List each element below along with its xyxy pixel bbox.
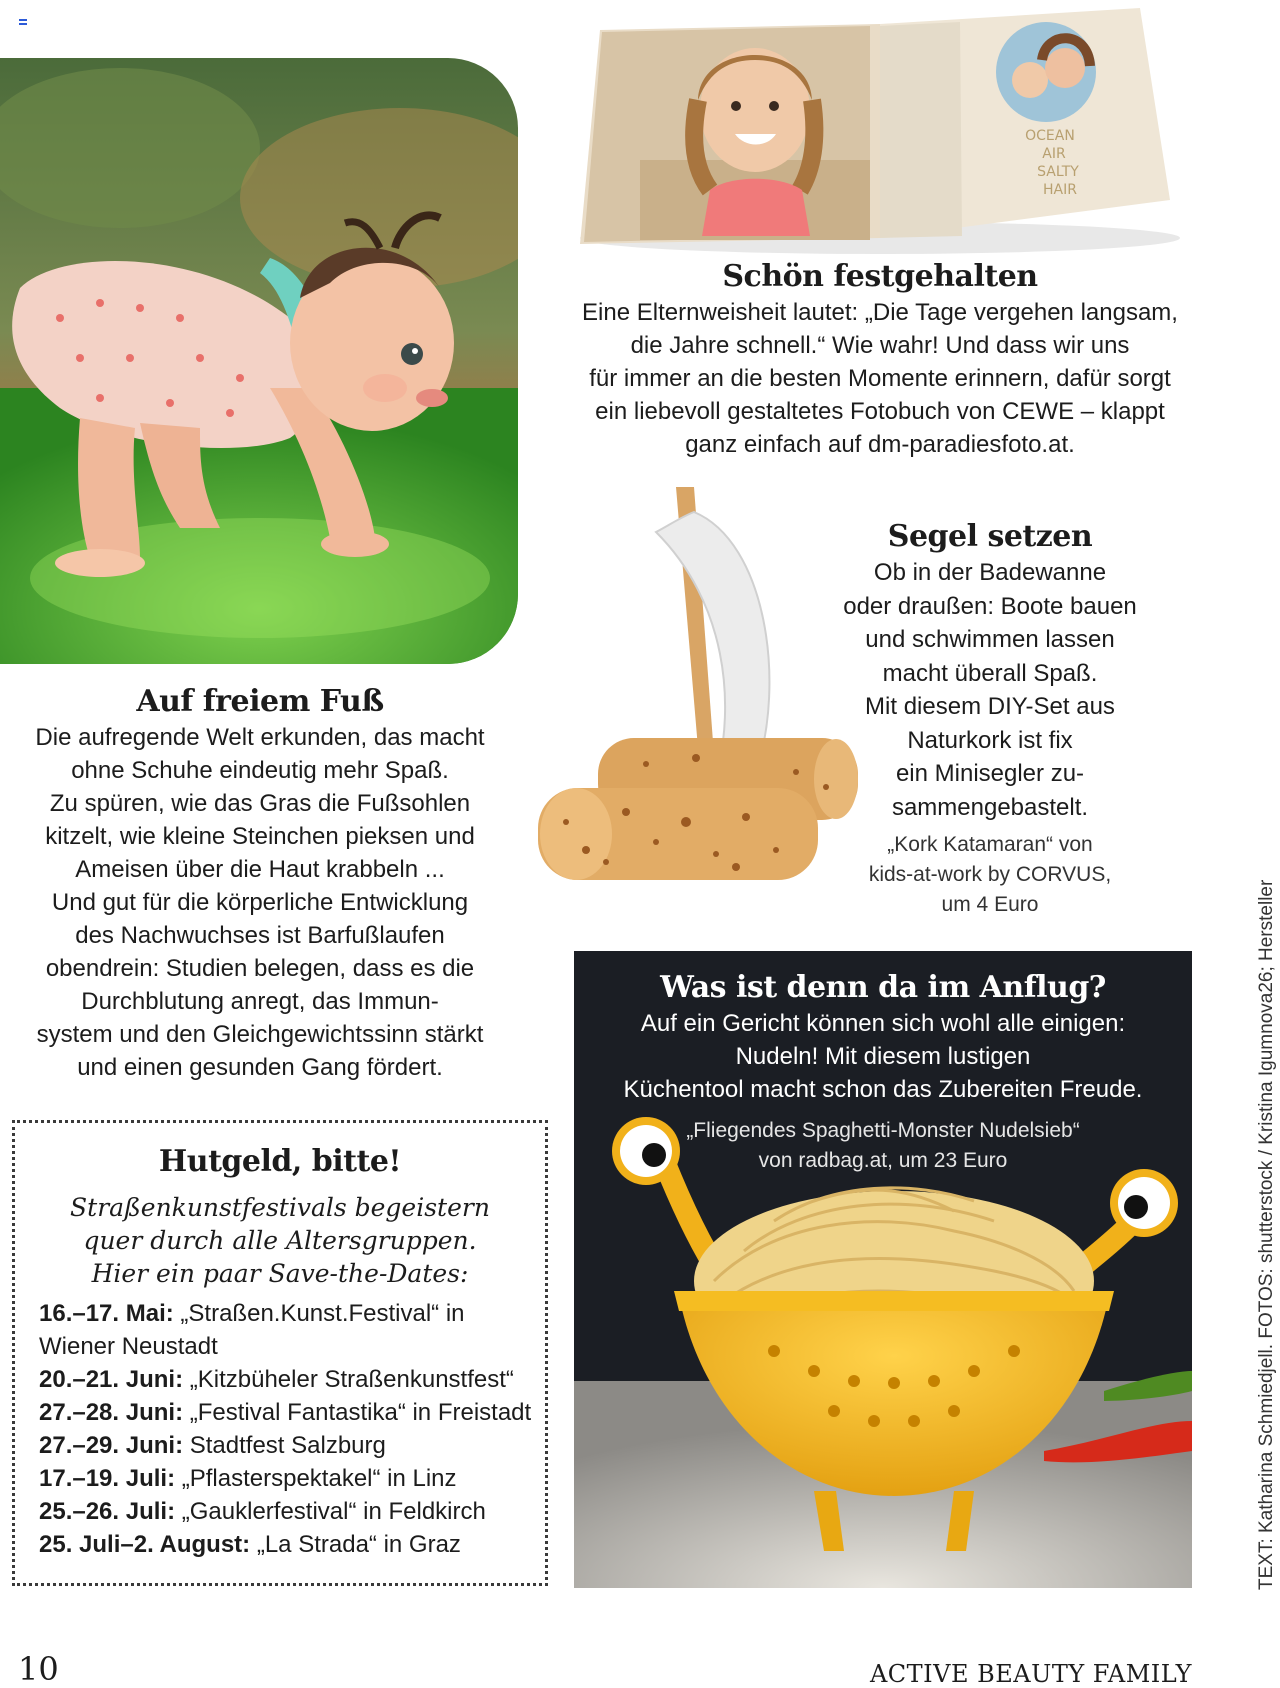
baby-crawling-photo <box>0 58 518 664</box>
magazine-name: ACTIVE BEAUTY FAMILY <box>869 1660 1192 1688</box>
barfuss-heading: Auf freiem Fuß <box>136 684 384 719</box>
barfuss-line: und einen gesunden Gang fördert. <box>77 1054 443 1081</box>
fotobuch-line: ganz einfach auf dm-paradiesfoto.at. <box>685 431 1075 458</box>
book-cover-word: OCEAN <box>1025 128 1075 144</box>
festival-date: 27.–28. Juni: <box>39 1399 184 1426</box>
barfuss-line: ohne Schuhe eindeutig mehr Spaß. <box>71 757 449 784</box>
segel-line: oder draußen: Boote bauen <box>843 592 1137 620</box>
segel-credit-line: kids-at-work by CORVUS, <box>868 863 1112 886</box>
segel-line: sammengebastelt. <box>891 793 1089 821</box>
page-number: 10 <box>18 1650 59 1688</box>
segel-product-credit <box>830 830 1150 920</box>
festival-entry <box>39 1363 539 1396</box>
segel-line: ein Minisegler zu- <box>895 760 1085 787</box>
fotobuch-line: ein liebevoll gestaltetes Fotobuch von CEWE – klappt <box>595 398 1165 425</box>
cork-boat-illustration <box>536 482 866 902</box>
festival-date: 16.–17. Mai: <box>39 1300 174 1327</box>
hutgeld-box <box>12 1120 548 1586</box>
segel-section <box>830 518 1150 920</box>
photobook-illustration <box>580 0 1180 260</box>
book-cover-word: AIR <box>1042 146 1066 162</box>
segel-credit-line: um 4 Euro <box>941 893 1039 916</box>
hutgeld-intro-line: Straßenkunstfestivals begeistern <box>70 1193 490 1222</box>
festival-entry <box>39 1528 539 1561</box>
segel-line: macht überall Spaß. <box>882 659 1098 687</box>
barfuss-section <box>20 683 500 1084</box>
hutgeld-heading: Hutgeld, bitte! <box>158 1144 402 1179</box>
segel-line: Naturkork ist fix <box>907 726 1073 754</box>
corner-mark <box>19 19 27 25</box>
photo-credit: TEXT: Katharina Schmiedjell. FOTOS: shutterstock / Kristina Igumnova26; Hersteller <box>1256 879 1277 1590</box>
festival-event: „Festival Fantastika“ in Freistadt <box>189 1399 532 1426</box>
fotobuch-heading: Schön festgehalten <box>722 259 1038 294</box>
barfuss-line: system und den Gleichgewichtssinn stärkt <box>36 1021 484 1048</box>
festival-event: Wiener Neustadt <box>39 1333 218 1360</box>
anflug-credit-line: „Fliegendes Spaghetti-Monster Nudelsieb“ <box>686 1119 1080 1142</box>
baby-illustration <box>0 58 518 664</box>
festival-date: 25. Juli–2. August: <box>39 1531 251 1558</box>
anflug-line: Küchentool macht schon das Zubereiten Freude. <box>623 1076 1143 1103</box>
festival-event: Stadtfest Salzburg <box>189 1432 386 1459</box>
festival-date: 25.–26. Juli: <box>39 1498 176 1525</box>
anflug-line: Auf ein Gericht können sich wohl alle einigen: <box>640 1010 1126 1037</box>
anflug-heading: Was ist denn da im Anflug? <box>660 970 1106 1005</box>
book-cover-word: SALTY <box>1037 164 1079 180</box>
festival-entry <box>39 1495 539 1528</box>
barfuss-line: Und gut für die körperliche Entwicklung <box>51 889 469 916</box>
fotobuch-line: die Jahre schnell.“ Wie wahr! Und dass wir uns <box>630 332 1130 359</box>
fotobuch-line: für immer an die besten Momente erinnern, dafür sorgt <box>589 365 1171 392</box>
festival-event: „Pflasterspektakel“ in Linz <box>181 1465 457 1492</box>
spaghetti-monster-panel <box>574 951 1192 1588</box>
barfuss-line: des Nachwuchses ist Barfußlaufen <box>75 922 445 949</box>
cork-catamaran-image <box>536 482 866 902</box>
festival-entry <box>39 1396 539 1429</box>
segel-line: und schwimmen lassen <box>865 626 1115 653</box>
barfuss-line: kitzelt, wie kleine Steinchen pieksen und <box>45 823 475 850</box>
segel-heading: Segel setzen <box>887 519 1093 554</box>
hutgeld-intro-line: Hier ein paar Save-the-Dates: <box>91 1259 469 1288</box>
book-cover-word: HAIR <box>1043 182 1077 198</box>
hutgeld-intro <box>15 1191 545 1290</box>
fotobuch-section <box>560 258 1200 461</box>
barfuss-line: Ameisen über die Haut krabbeln ... <box>75 856 445 883</box>
anflug-product-credit <box>574 1116 1192 1176</box>
barfuss-line: obendrein: Studien belegen, dass es die <box>45 955 475 982</box>
festival-dates-list <box>39 1297 539 1561</box>
festival-event: „Kitzbüheler Straßenkunstfest“ <box>189 1366 514 1393</box>
festival-event: „Gauklerfestival“ in Feldkirch <box>181 1498 486 1525</box>
segel-line: Mit diesem DIY-Set aus <box>865 693 1115 720</box>
anflug-credit-line: von radbag.at, um 23 Euro <box>758 1149 1008 1172</box>
barfuss-line: Die aufregende Welt erkunden, das macht <box>35 724 485 751</box>
festival-entry <box>39 1330 539 1363</box>
hutgeld-intro-line: quer durch alle Altersgruppen. <box>83 1226 477 1255</box>
barfuss-line: Durchblutung anregt, das Immun- <box>81 988 439 1015</box>
festival-entry <box>39 1462 539 1495</box>
fotobuch-line: Eine Elternweisheit lautet: „Die Tage vergehen langsam, <box>582 299 1178 326</box>
segel-line: Ob in der Badewanne <box>873 559 1107 586</box>
festival-entry <box>39 1429 539 1462</box>
anflug-line: Nudeln! Mit diesem lustigen <box>735 1043 1031 1070</box>
cewe-photobook-image <box>580 0 1180 260</box>
festival-date: 17.–19. Juli: <box>39 1465 176 1492</box>
festival-date: 20.–21. Juni: <box>39 1366 184 1393</box>
festival-event: „La Strada“ in Graz <box>256 1531 461 1558</box>
barfuss-line: Zu spüren, wie das Gras die Fußsohlen <box>49 790 471 817</box>
festival-entry <box>39 1297 539 1330</box>
festival-date: 27.–29. Juni: <box>39 1432 184 1459</box>
anflug-text <box>574 969 1192 1176</box>
segel-credit-line: „Kork Katamaran“ von <box>887 833 1093 856</box>
festival-event: „Straßen.Kunst.Festival“ in <box>180 1300 465 1327</box>
